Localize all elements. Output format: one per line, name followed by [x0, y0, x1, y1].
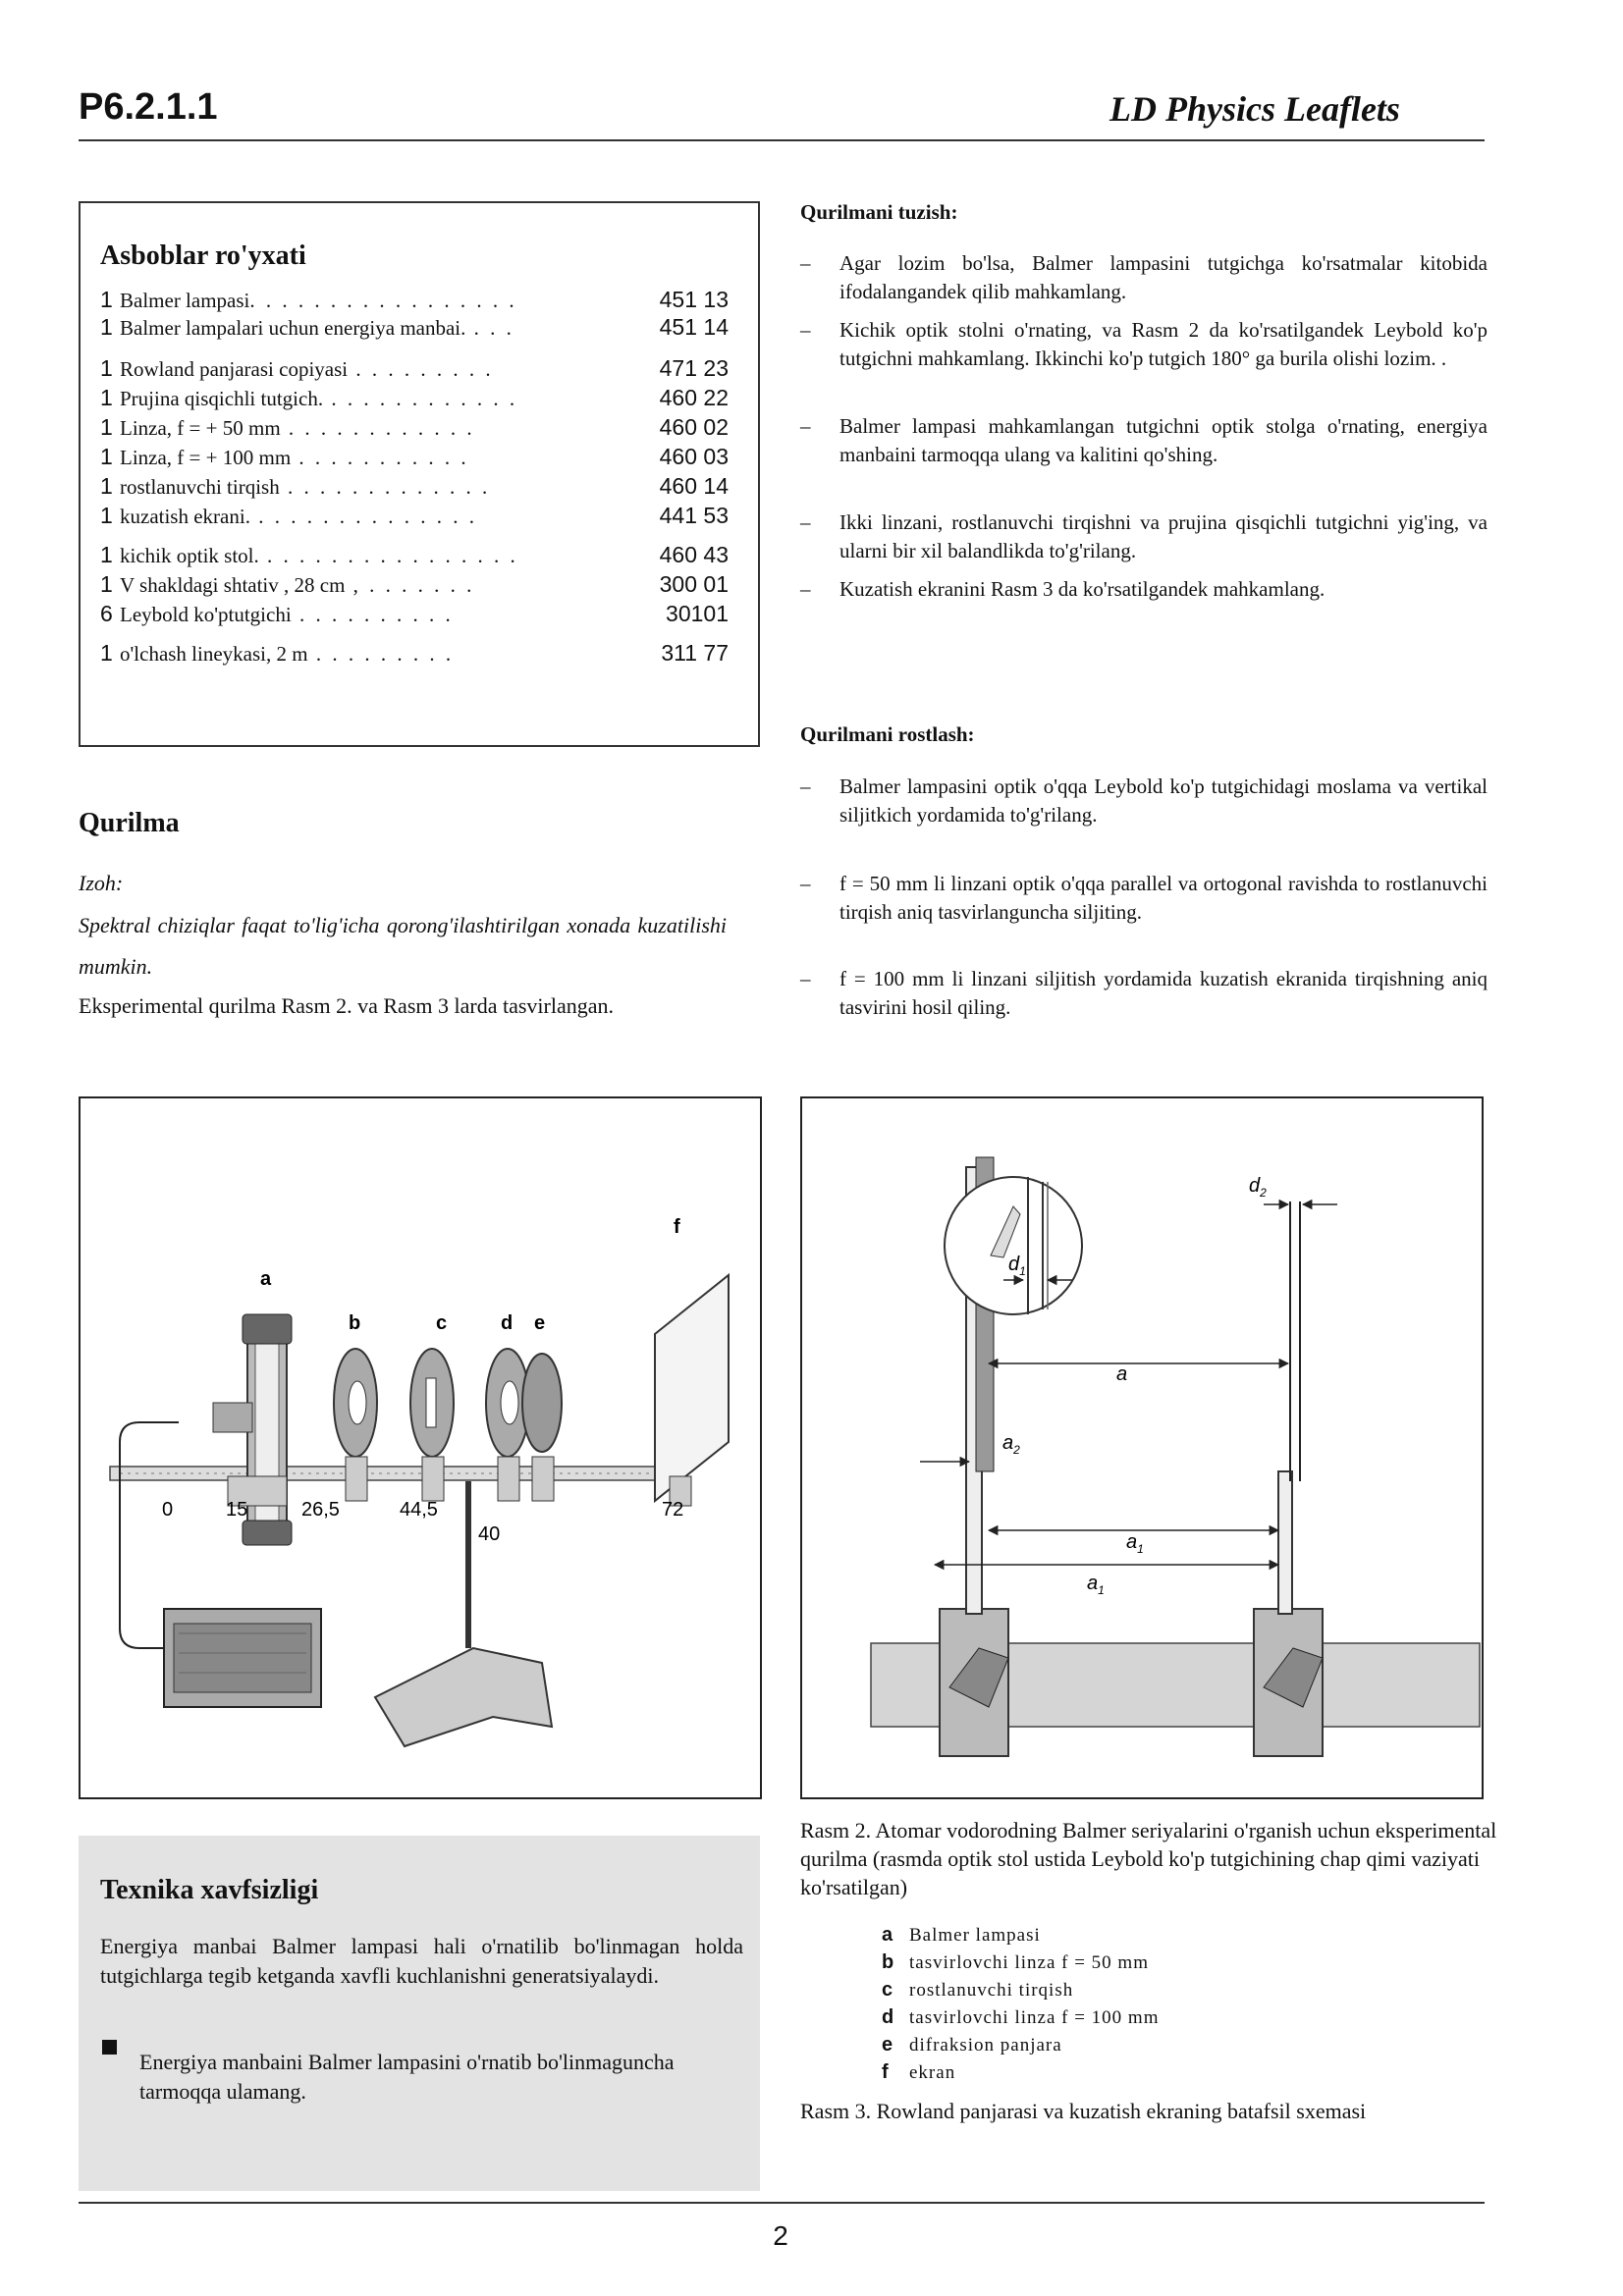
assembly-title: Qurilmani tuzish:: [800, 200, 958, 224]
equipment-dots: . . . . . . . . . .: [291, 603, 454, 626]
label-a1: $a_1$: [1126, 1531, 1144, 1556]
equipment-dots: . . . . . . . . . . . .: [280, 416, 475, 440]
equipment-desc: Leybold ko'ptutgichi: [120, 603, 292, 626]
note-label: Izoh:: [79, 871, 124, 895]
detail-drawing: [802, 1098, 1482, 1797]
equipment-qty: 1: [100, 473, 113, 499]
equipment-desc: Balmer lampasi: [120, 289, 250, 312]
equipment-desc: Linza, f = + 100 mm: [120, 446, 292, 469]
label-b: b: [349, 1312, 361, 1334]
equipment-row: [100, 473, 729, 500]
assembly-item: – Balmer lampasi mahkamlangan tutgichni optik stolga o'rnating, energiya manbaini tarmoqqa ulang va kalitini qo'shing.: [800, 414, 1488, 466]
equipment-row: [100, 503, 729, 529]
label-a1-outer: $a_1$: [1087, 1573, 1105, 1597]
equipment-dots: . . . . . . . . . . . .: [323, 387, 518, 410]
figure3-caption: Rasm 3. Rowland panjarasi va kuzatish ekraning batafsil sxemasi: [800, 2099, 1367, 2123]
equipment-desc: Balmer lampalari uchun energiya manbai.: [120, 316, 466, 340]
label-d2: $d_2$: [1249, 1175, 1267, 1200]
legend-item: e difraksion panjara: [882, 2034, 1062, 2056]
legend-item: f ekran: [882, 2061, 956, 2083]
equipment-row: [100, 601, 729, 627]
equipment-desc: Linza, f = + 50 mm: [120, 416, 281, 440]
label-a2: $a_2$: [1002, 1432, 1020, 1457]
equipment-row: [100, 542, 729, 568]
equipment-desc: kichik optik stol.: [120, 544, 259, 567]
note-text: Spektral chiziqlar faqat to'lig'icha qorong'ilashtirilgan xonada kuzatilishi mumkin.: [79, 913, 727, 979]
equipment-row: [100, 385, 729, 411]
safety-text: Energiya manbai Balmer lampasi hali o'rnatilib bo'linmagan holda tutgichlarga tegib ketganda xavfli kuchlanishni generatsiyalaydi.: [100, 1934, 743, 1988]
assembly-item: – Kuzatish ekranini Rasm 3 da ko'rsatilgandek mahkamlang.: [800, 577, 1325, 601]
equipment-qty: 1: [100, 414, 113, 440]
equipment-catalog-number: 460 14: [659, 473, 729, 499]
equipment-dots: . . . . . . . . . . . . .: [279, 475, 491, 499]
equipment-desc: V shakldagi shtativ , 28 cm: [120, 573, 346, 597]
equipment-catalog-number: 460 22: [659, 385, 729, 410]
label-e: e: [534, 1312, 546, 1334]
equipment-dots: . . . . . . . . . . .: [291, 446, 469, 469]
equipment-qty: 1: [100, 640, 113, 666]
equipment-row: [100, 640, 729, 667]
safety-bullet-square: [102, 2040, 117, 2055]
series-title: LD Physics Leaflets: [1109, 89, 1400, 129]
equipment-catalog-number: 30101: [666, 601, 729, 626]
equipment-dots: . . . . . . . . .: [307, 642, 455, 666]
equipment-row: [100, 444, 729, 470]
legend-item: c rostlanuvchi tirqish: [882, 1979, 1074, 2001]
scale-26-5: 26,5: [301, 1499, 340, 1521]
scale-40: 40: [478, 1523, 501, 1545]
adjustment-item: – Balmer lampasini optik o'qqa Leybold ko'p tutgichidagi moslama va vertikal siljitkich yordamida to'g'rilang.: [800, 774, 1488, 827]
equipment-desc: Prujina qisqichli tutgich.: [120, 387, 324, 410]
document-code: P6.2.1.1: [79, 86, 218, 128]
scale-15: 15: [226, 1499, 248, 1521]
equipment-qty: 1: [100, 314, 113, 340]
equipment-qty: 6: [100, 601, 113, 626]
setup-drawing: [81, 1098, 760, 1797]
equipment-dots: , . . . . . . .: [345, 573, 475, 597]
equipment-catalog-number: 471 23: [659, 355, 729, 381]
safety-bullet-text: Energiya manbaini Balmer lampasini o'rnatib bo'linmaguncha tarmoqqa ulamang.: [139, 2050, 675, 2104]
label-a: a: [1116, 1363, 1128, 1385]
equipment-catalog-number: 311 77: [661, 640, 729, 666]
equipment-qty: 1: [100, 503, 113, 528]
equipment-catalog-number: 460 02: [659, 414, 729, 440]
scale-0: 0: [162, 1499, 174, 1521]
footer-rule: [79, 2202, 1485, 2204]
page-number: 2: [773, 2220, 788, 2251]
equipment-row: [100, 414, 729, 441]
equipment-qty: 1: [100, 385, 113, 410]
adjustment-item: – f = 50 mm li linzani optik o'qqa parallel va ortogonal ravishda to rostlanuvchi tirqish aniq tasvirlanguncha siljiting.: [800, 872, 1488, 924]
equipment-qty: 1: [100, 287, 113, 312]
equipment-qty: 1: [100, 571, 113, 597]
legend-item: a Balmer lampasi: [882, 1924, 1041, 1946]
assembly-item: – Agar lozim bo'lsa, Balmer lampasini tutgichga ko'rsatmalar kitobida ifodalangandek qilib mahkamlang.: [800, 251, 1488, 303]
equipment-qty: 1: [100, 355, 113, 381]
equipment-desc: kuzatish ekrani.: [120, 505, 250, 528]
equipment-desc: o'lchash lineykasi, 2 m: [120, 642, 308, 666]
setup-figure: [79, 1096, 762, 1799]
safety-title: Texnika xavfsizligi: [100, 1875, 319, 1905]
equipment-row: [100, 571, 729, 598]
setup-title: Qurilma: [79, 808, 180, 838]
legend-item: d tasvirlovchi linza f = 100 mm: [882, 2006, 1160, 2028]
equipment-title: Asboblar ro'yxati: [100, 240, 306, 271]
equipment-desc: rostlanuvchi tirqish: [120, 475, 280, 499]
label-d1: $d_1$: [1008, 1254, 1026, 1278]
equipment-row: [100, 314, 729, 341]
equipment-dots: . . . . . . . . . . . . . .: [249, 505, 477, 528]
equipment-dots: . . . . . . . . .: [348, 357, 494, 381]
equipment-qty: 1: [100, 444, 113, 469]
label-c: c: [436, 1312, 448, 1334]
equipment-dots: . . .: [465, 316, 514, 340]
equipment-catalog-number: 460 43: [659, 542, 729, 567]
assembly-item: – Ikki linzani, rostlanuvchi tirqishni va prujina qisqichli tutgichni yig'ing, va ularni bir xil balandlikda to'g'rilang.: [800, 510, 1488, 562]
label-a: a: [260, 1268, 272, 1290]
equipment-catalog-number: 451 13: [659, 287, 729, 312]
equipment-catalog-number: 460 03: [659, 444, 729, 469]
equipment-qty: 1: [100, 542, 113, 567]
header-rule: [79, 139, 1485, 141]
setup-text: Eksperimental qurilma Rasm 2. va Rasm 3 larda tasvirlangan.: [79, 993, 614, 1018]
label-f: f: [674, 1216, 680, 1238]
detail-figure: [800, 1096, 1484, 1799]
equipment-catalog-number: 441 53: [659, 503, 729, 528]
scale-72: 72: [662, 1499, 684, 1521]
equipment-dots: . . . . . . . . . . . . . . . .: [258, 544, 518, 567]
adjustment-title: Qurilmani rostlash:: [800, 722, 975, 746]
legend-item: b tasvirlovchi linza f = 50 mm: [882, 1951, 1149, 1973]
figure2-caption: Rasm 2. Atomar vodorodning Balmer seriyalarini o'rganish uchun eksperimental qurilma (rasmda optik stol ustida Leybold ko'p tutgichining chap qimi vaziyati ko'rsatilgan): [800, 1818, 1497, 1899]
scale-44-5: 44,5: [400, 1499, 438, 1521]
equipment-catalog-number: 300 01: [659, 571, 729, 597]
adjustment-item: – f = 100 mm li linzani siljitish yordamida kuzatish ekranida tirqishning aniq tasvirini hosil qiling.: [800, 967, 1488, 1019]
assembly-item: – Kichik optik stolni o'rnating, va Rasm 2 da ko'rsatilgandek Leybold ko'p tutgichni mahkamlang. Ikkinchi ko'p tutgich 180° ga burila olishi lozim. .: [800, 318, 1488, 370]
label-d: d: [501, 1312, 514, 1334]
equipment-dots: . . . . . . . . . . . . . . . . .: [249, 289, 517, 312]
equipment-row: [100, 287, 729, 313]
equipment-row: [100, 355, 729, 382]
equipment-catalog-number: 451 14: [659, 314, 729, 340]
equipment-desc: Rowland panjarasi copiyasi: [120, 357, 349, 381]
